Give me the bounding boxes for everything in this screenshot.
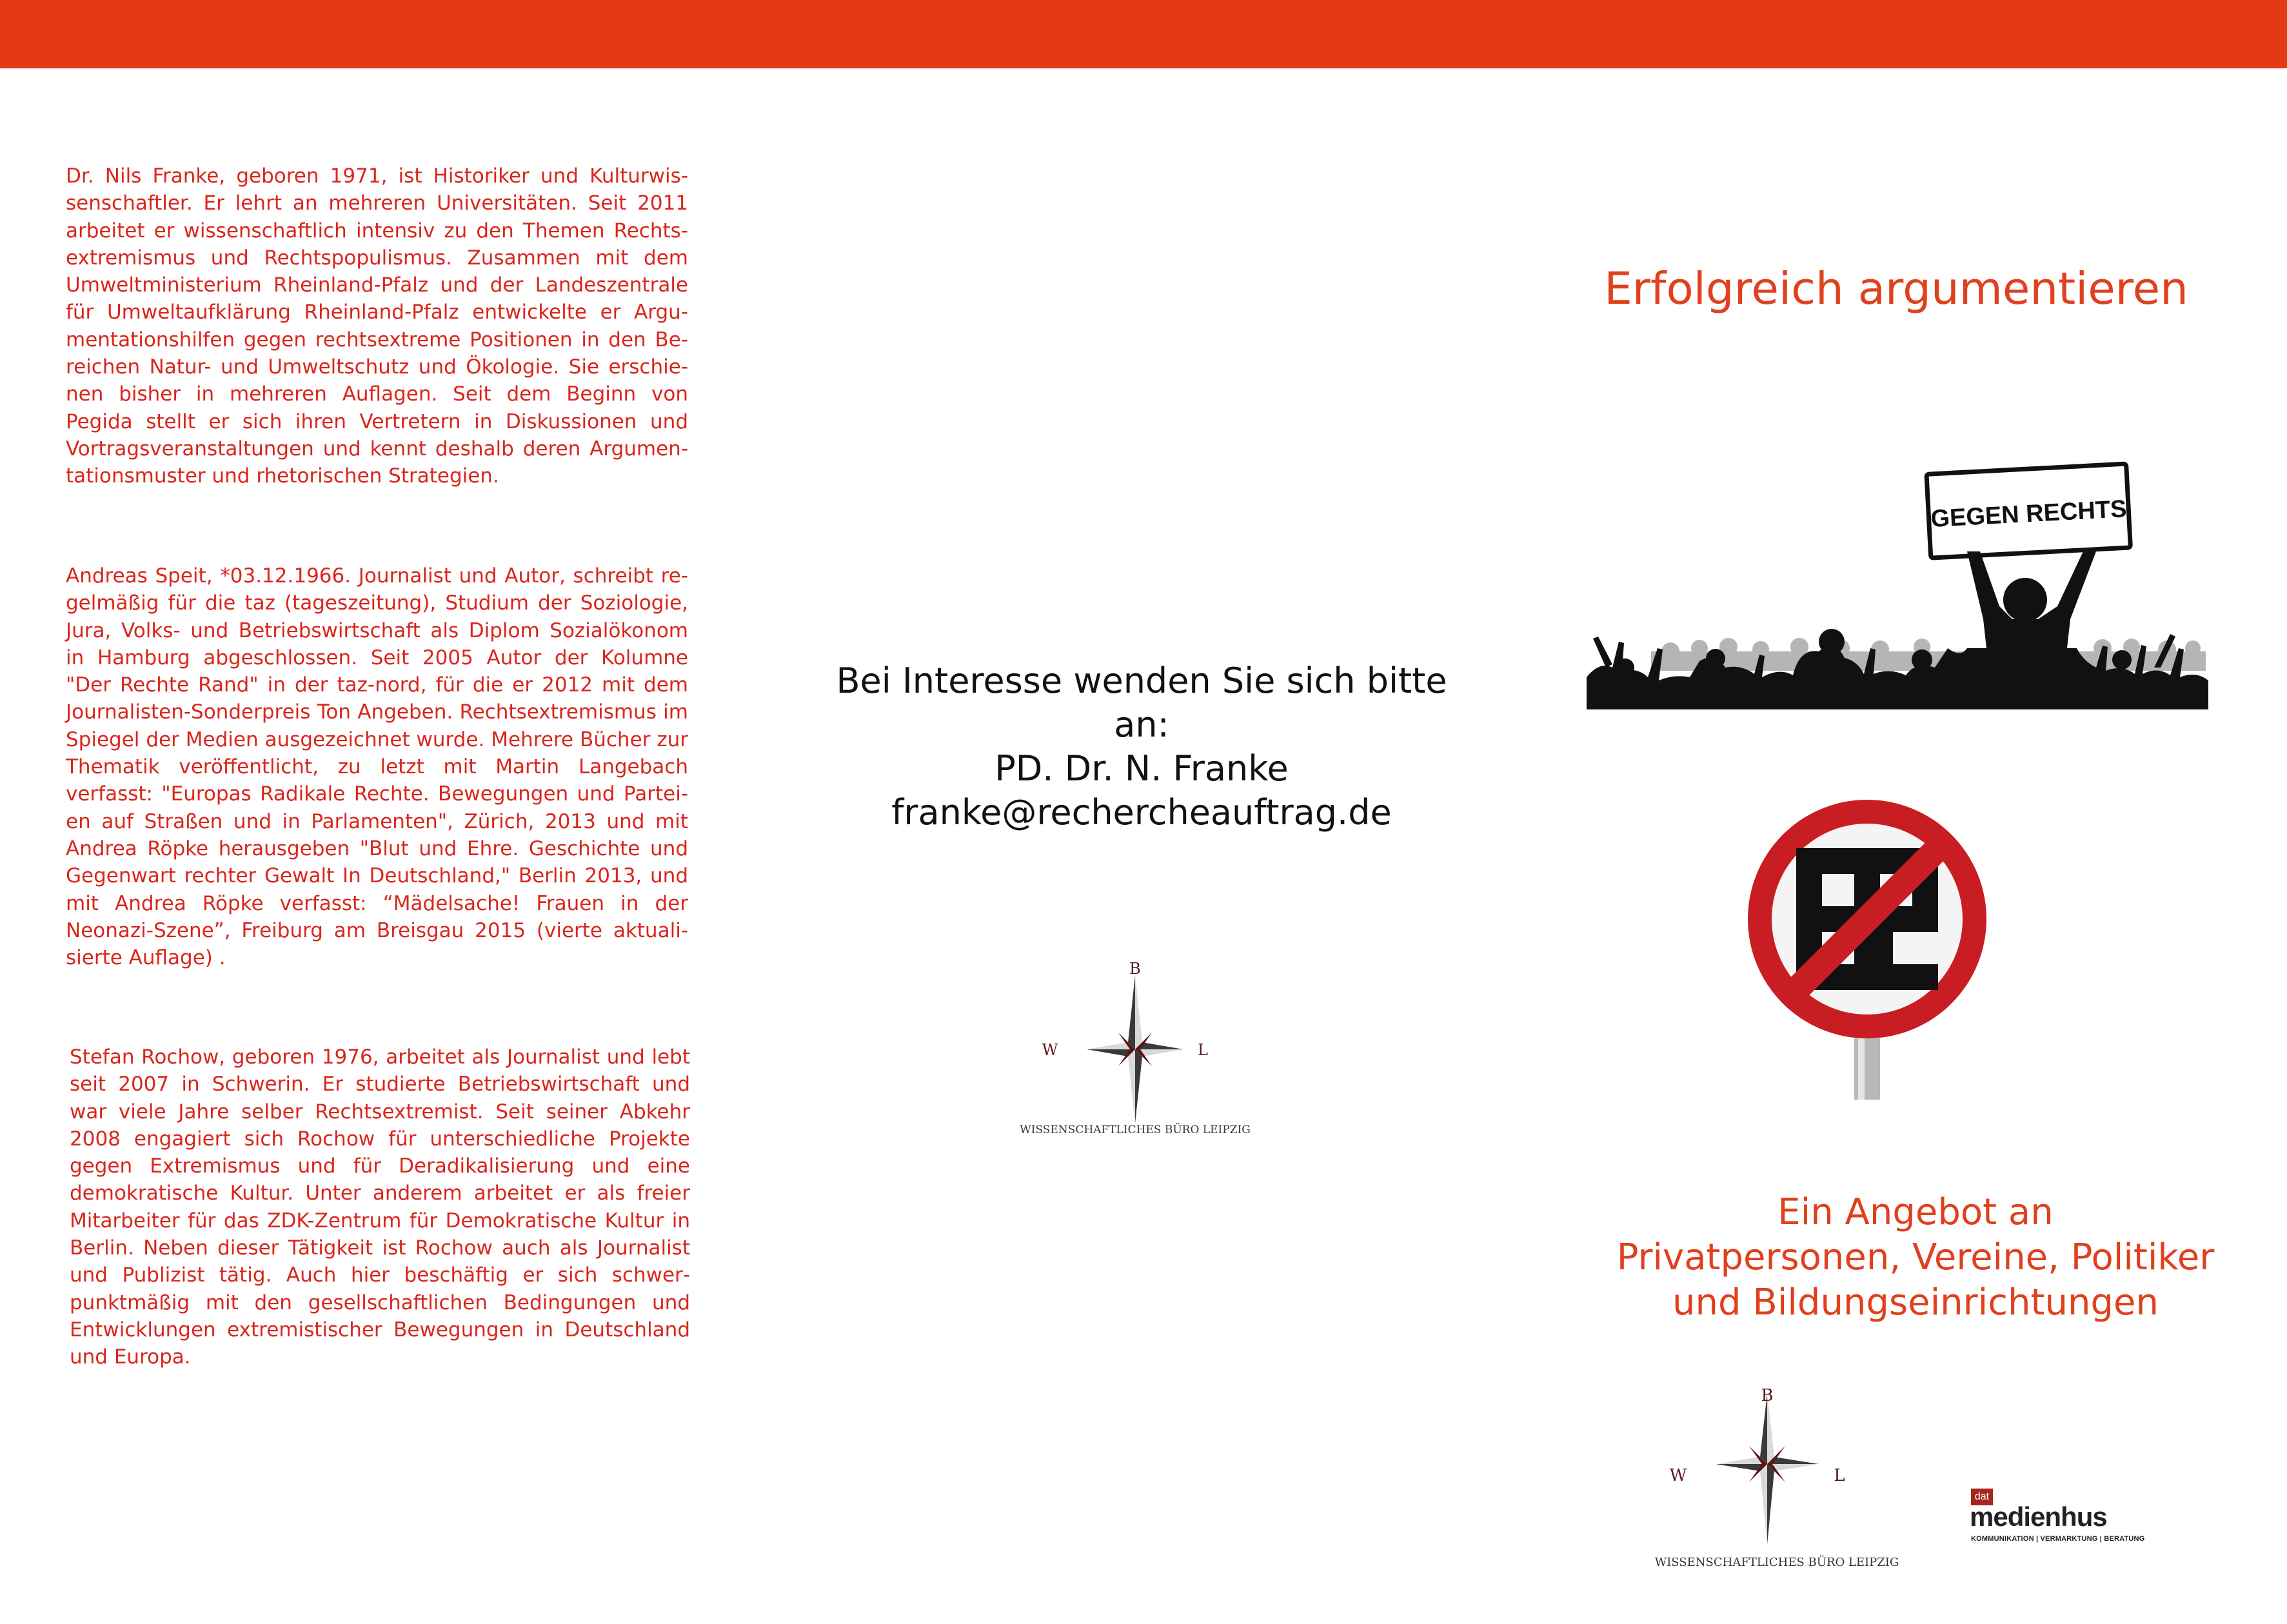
wbl-logo-middle (1019, 955, 1251, 1148)
bio-rochow: Stefan Rochow, geboren 1976, arbeitet als Journalist und lebt seit 2007 in Schwerin. Er studierte Betriebswirtschaft und war viele Jahre selber Rechtsextremist. Seit seiner Abkehr 2008 engagiert sich Rochow für unterschiedliche Projekte gegen Extremismus und für Deradikalisierung und eine demokratische Kultur. Unter anderem arbeitet er als freier Mitarbeiter für das ZDK-Zentrum für Demokratische Kultur in Berlin. Neben dieser Tätigkeit ist Rochow auch als Journalist und Publizist tätig. Auch hier beschäftig er sich schwerpunktmäßig mit den gesellschaftlichen Bedingungen und Entwicklungen extremistischer Bewegungen in Deutschland und Europa. (70, 1045, 690, 1369)
bio-speit: Andreas Speit, *03.12.1966. Journalist und Autor, schreibt regelmäßig für die taz (tageszeitung), Studium der Soziologie, Jura, Volks- und Betriebswirtschaft als Diplom Sozialökonom in Hamburg abgeschlossen. Seit 2005 Autor der Kolumne "Der Rechte Rand" in der taz-nord, für die er 2012 mit dem Journalisten-Sonderpreis Ton Angeben. Rechtsextremismus im Spiegel der Medien ausgezeichnet wurde. Mehrere Bücher zur Thematik veröffentlicht, zu letzt mit Martin Langebach verfasst: "Europas Radikale Rechte. Bewegungen und Parteien auf Straßen und in Parlamenten", Zürich, 2013 und mit Andrea Röpke herausgeben "Blut und Ehre. Geschichte und Gegenwart rechter Gewalt In Deutschland," Berlin 2013, und mit Andrea Röpke verfasst: “Mädelsache! Frauen in der Neonazi-Szene”, Freiburg am Breisgau 2015 (vierte aktualisierte Auflage) . (66, 564, 688, 970)
logo-west-letter: W (1669, 1466, 1687, 1485)
offer-line-3: und Bildungseinrichtungen (1672, 1282, 2159, 1323)
offer-line-1: Ein Angebot an (1777, 1191, 2054, 1233)
offer-block (1561, 1190, 2270, 1325)
medienhus-name: medienhus (1970, 1501, 2107, 1532)
wbl-logo-right (1651, 1387, 1903, 1574)
compass-star-icon (1651, 1387, 1903, 1554)
sign-text: GEGEN RECHTS (1930, 495, 2128, 533)
logo-east-letter: L (1198, 1041, 1208, 1059)
logo-east-letter: L (1834, 1466, 1845, 1485)
logo-west-letter: W (1042, 1041, 1058, 1059)
logo-north-letter: B (1761, 1387, 1774, 1405)
cover-title: Erfolgreich argumentieren (1604, 263, 2188, 315)
crowd-silhouette-icon (1587, 455, 2208, 709)
contact-block (819, 659, 1464, 835)
top-accent-bar (0, 0, 2287, 68)
medienhus-tagline: KOMMUNIKATION | VERMARKTUNG | BERATUNG (1971, 1535, 2145, 1543)
logo-north-letter: B (1129, 960, 1141, 978)
contact-email: franke@rechercheauftrag.de (891, 792, 1392, 833)
logo-caption: WISSENSCHAFTLICHES BÜRO LEIPZIG (1020, 1124, 1251, 1136)
offer-line-2: Privatpersonen, Vereine, Politiker (1616, 1236, 2215, 1278)
no-swastika-sign-icon (1745, 797, 1990, 1119)
medienhus-badge: dat (1971, 1489, 1993, 1505)
contact-name: PD. Dr. N. Franke (995, 748, 1289, 789)
medienhus-logo (1968, 1489, 2145, 1547)
compass-star-icon (1019, 955, 1251, 1122)
contact-line-1: Bei Interesse wenden Sie sich bitte (836, 660, 1447, 701)
contact-line-2: an: (1114, 704, 1169, 745)
bio-franke: Dr. Nils Franke, geboren 1971, ist Historiker und Kulturwissenschaftler. Er lehrt an mehreren Universitäten. Seit 2011 arbeitet er wissenschaftlich intensiv zu den Themen Rechtsextremismus und Rechtspopulismus. Zusammen mit dem Umweltministerium Rheinland-Pfalz und der Landeszentrale für Umweltaufklärung Rheinland-Pfalz entwickelte er Argumentationshilfen gegen rechtsextreme Positionen in den Bereichen Natur- und Umweltschutz und Ökologie. Sie erschienen bisher in mehreren Auflagen. Seit dem Beginn von Pegida stellt er sich ihren Vertretern in Diskussionen und Vortragsveranstaltungen und kennt deshalb deren Argumentationsmuster und rhetorischen Strategien. (66, 164, 688, 488)
logo-caption: WISSENSCHAFTLICHES BÜRO LEIPZIG (1654, 1556, 1899, 1569)
